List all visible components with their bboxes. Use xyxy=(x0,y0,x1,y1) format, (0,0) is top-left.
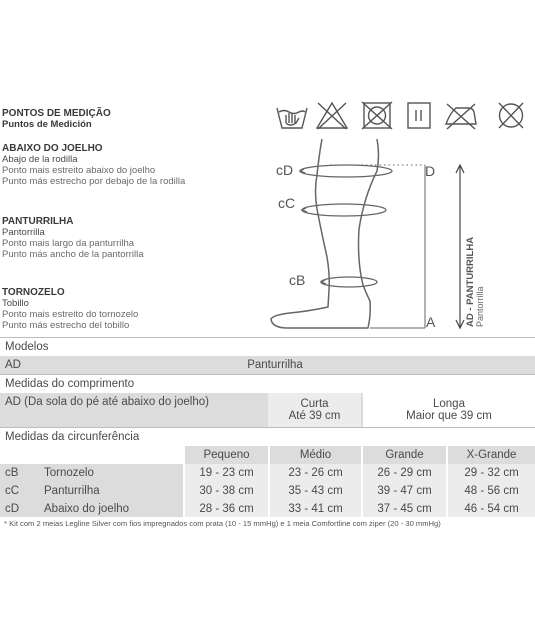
cc-ellipse xyxy=(302,204,386,216)
ankle-title: TORNOZELO xyxy=(2,287,65,298)
length-short-value: Até 39 cm xyxy=(288,410,341,422)
ankle-block xyxy=(2,287,138,331)
row-name: Tornozelo xyxy=(44,467,94,479)
row-name: Abaixo do joelho xyxy=(44,502,130,515)
knee-subtitle: Abajo de la rodilla xyxy=(2,154,78,165)
models-row xyxy=(0,356,535,374)
models-header: Modelos xyxy=(5,341,49,353)
leg-diagram xyxy=(260,135,500,335)
row-code: cD xyxy=(5,502,20,515)
no-bleach-icon xyxy=(314,99,350,131)
row-value: 48 - 56 cm xyxy=(448,482,535,500)
row-code: cC xyxy=(5,485,20,497)
hand-wash-icon xyxy=(274,99,310,131)
cc-label: cC xyxy=(278,195,296,211)
circ-header: Medidas da circunferência xyxy=(5,431,140,443)
cb-label: cB xyxy=(289,272,306,288)
length-long-cell xyxy=(363,393,535,427)
ankle-desc-pt: Ponto mais estreito do tornozelo xyxy=(2,309,139,320)
no-tumble-dry-icon xyxy=(360,99,394,131)
measure-points-block xyxy=(2,108,111,130)
table-row xyxy=(0,500,535,517)
calf-desc-pt: Ponto mais largo da panturrilha xyxy=(2,238,135,249)
calf-block xyxy=(2,216,144,260)
size-large: Grande xyxy=(363,446,446,464)
cd-ellipse xyxy=(300,165,392,177)
cd-label: cD xyxy=(276,162,294,178)
row-value: 30 - 38 cm xyxy=(185,482,268,500)
calf-title: PANTURRILHA xyxy=(2,216,74,227)
ankle-desc-es: Punto más estrecho del tobillo xyxy=(2,320,130,331)
calf-desc-es: Punto más ancho de la pantorrilla xyxy=(2,249,144,260)
knee-desc-pt: Ponto mais estreito abaixo do joelho xyxy=(2,165,156,176)
row-value: 35 - 43 cm xyxy=(270,482,361,500)
ankle-subtitle: Tobillo xyxy=(2,298,29,309)
length-header-row xyxy=(0,375,535,393)
length-short-title: Curta xyxy=(300,398,329,410)
footnote: * Kit com 2 meias Legline Silver com fios impregnados com prata (10 - 15 mmHg) e 1 meia Comfortline com ziper (20 - 30 mmHg) xyxy=(4,519,441,528)
row-value: 26 - 29 cm xyxy=(363,464,446,482)
length-long-title: Longa xyxy=(433,398,465,410)
length-header: Medidas do comprimento xyxy=(5,378,135,390)
measure-points-title: PONTOS DE MEDIÇÃO xyxy=(2,108,111,119)
knee-desc-es: Punto más estrecho por debajo de la rodilla xyxy=(2,176,186,187)
row-value: 46 - 54 cm xyxy=(448,500,535,517)
length-long-value: Maior que 39 cm xyxy=(406,410,492,422)
models-row-label: AD xyxy=(5,359,21,371)
line-dry-icon xyxy=(405,99,433,131)
care-icons xyxy=(274,99,529,133)
row-value: 23 - 26 cm xyxy=(270,464,361,482)
knee-title: ABAIXO DO JOELHO xyxy=(2,143,103,154)
size-medium: Médio xyxy=(270,446,361,464)
ad-title-label: AD - PANTURRILHA xyxy=(465,236,476,327)
size-header-row xyxy=(0,446,535,464)
knee-block xyxy=(2,143,185,187)
length-short-cell xyxy=(268,393,361,427)
models-row-value: Panturrilha xyxy=(247,359,303,371)
row-code: cB xyxy=(5,467,19,479)
length-row-label: AD (Da sola do pé até abaixo do joelho) xyxy=(5,396,209,408)
row-value: 33 - 41 cm xyxy=(270,500,361,517)
size-xlarge: X-Grande xyxy=(448,446,535,464)
circ-header-row xyxy=(0,428,535,446)
measure-points-subtitle: Puntos de Medición xyxy=(2,119,92,130)
size-small: Pequeno xyxy=(185,446,268,464)
no-dry-clean-icon xyxy=(494,99,528,131)
row-value: 29 - 32 cm xyxy=(448,464,535,482)
a-label: A xyxy=(426,314,436,330)
row-value: 19 - 23 cm xyxy=(185,464,268,482)
table-row xyxy=(0,482,535,500)
row-name: Panturrilha xyxy=(44,485,100,497)
length-row xyxy=(0,393,535,427)
row-value: 28 - 36 cm xyxy=(185,500,268,517)
table-row xyxy=(0,464,535,482)
ad-sub-label: Pantorrilla xyxy=(475,286,485,327)
row-value: 37 - 45 cm xyxy=(363,500,446,517)
d-label: D xyxy=(425,163,436,179)
models-header-row xyxy=(0,338,535,356)
row-value: 39 - 47 cm xyxy=(363,482,446,500)
no-iron-icon xyxy=(442,99,480,131)
calf-subtitle: Pantorrilla xyxy=(2,227,45,238)
